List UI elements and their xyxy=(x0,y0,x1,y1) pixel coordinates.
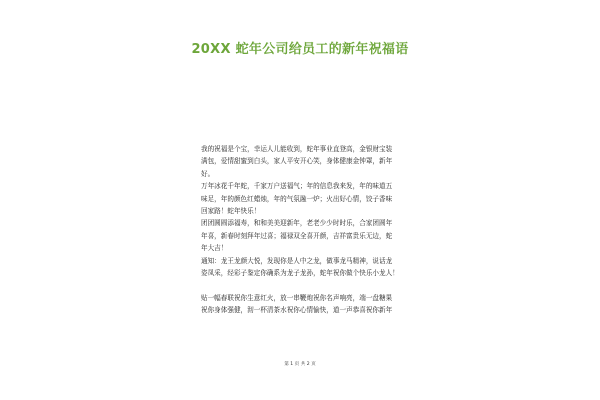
body-line: 贴一幅春联祝你生意红火，放一串鞭炮祝你名声响亮，端一盘糖果 xyxy=(201,293,393,302)
body-line: 满包，爱情甜蜜到白头，家人平安开心笑，身体健康金钟罩，新年 xyxy=(201,157,393,166)
body-line: 味足，年的颜色红蜡烛，年的气氛融一炉；火出好心情，饺子香味 xyxy=(201,194,393,203)
body-line: 年喜，新春时刻拜年过喜；福禄双全喜开颜，吉祥富贵乐无边，蛇 xyxy=(201,231,393,240)
body-line: 通知：龙王龙颜大悦，发现你是人中之龙，做事龙马精神，说话龙 xyxy=(201,256,393,265)
body-line: 万年冰花千年蛇，千家万户送福气；年的信息我来发，年的味道五 xyxy=(201,182,393,191)
body-line: 祝你身体强健，沏一杯清茶水祝你心情愉快，道一声恭喜祝你新年 xyxy=(201,306,393,315)
body-line: 团团圆圆添福寿，和和美美迎新年，老老少少时时乐，合家团圆年 xyxy=(201,219,393,228)
body-line: 回家路！蛇年快乐！ xyxy=(201,206,261,215)
body-line: 我的祝福是个宝，幸运人儿能收到，蛇年事业直登高，金银财宝装 xyxy=(201,145,393,153)
document-body xyxy=(201,143,411,316)
paragraph-gap xyxy=(201,279,411,291)
page-footer: 第 1 页 共 2 页 xyxy=(284,362,316,367)
document-title: 20XX 蛇年公司给员工的新年祝福语 xyxy=(191,42,409,57)
body-line: 好。 xyxy=(201,169,215,178)
body-line: 年大吉！ xyxy=(201,244,228,253)
body-line: 姿凤采，经彩子鉴定你确系为龙子龙孙，蛇年祝你做个快乐小龙人！ xyxy=(201,268,399,277)
